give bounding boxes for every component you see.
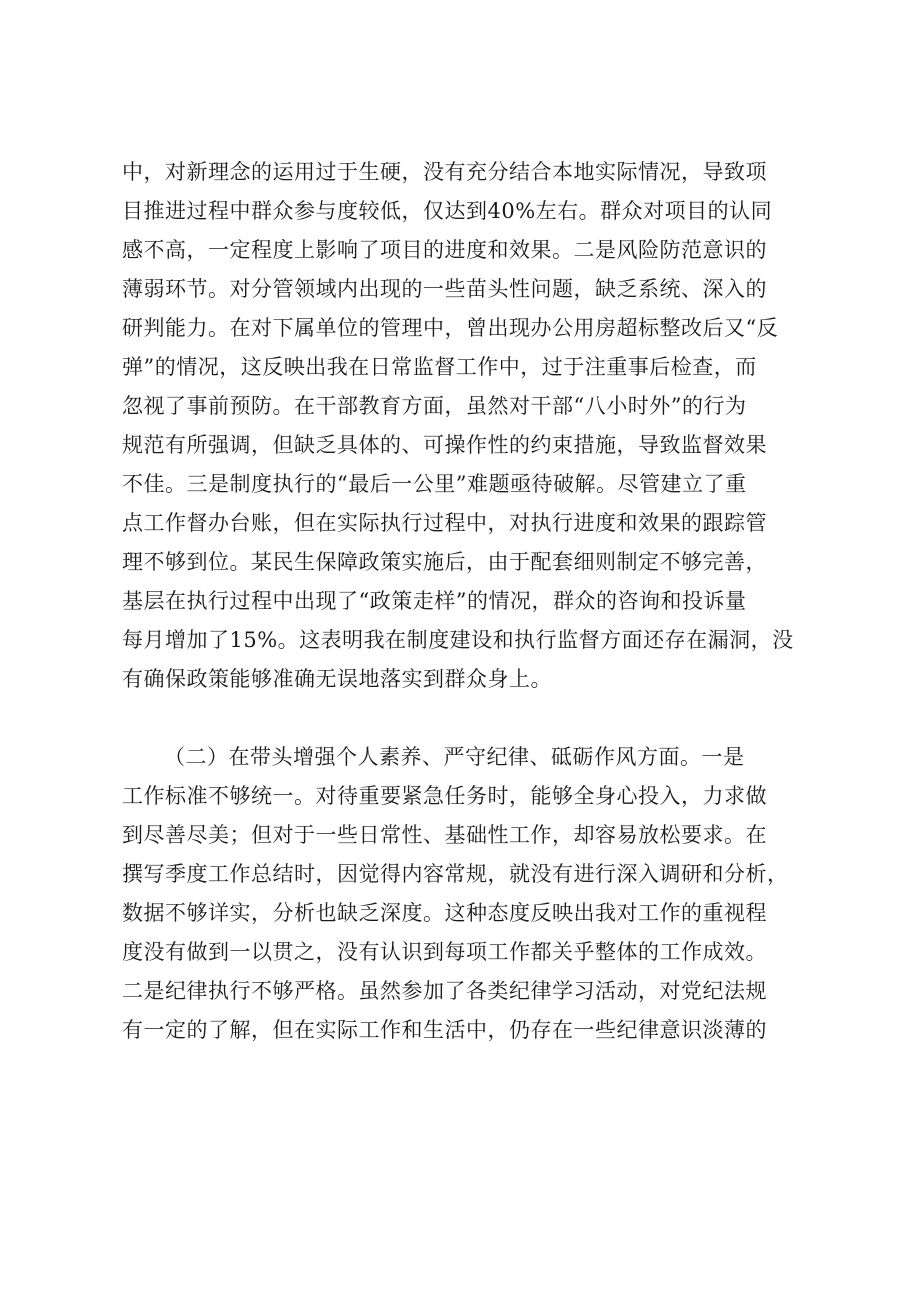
text-line: 到尽善尽美；但对于一些日常性、基础性工作，却容易放松要求。在 xyxy=(122,823,767,847)
text-line: 感不高，一定程度上影响了项目的进度和效果。二是风险防范意识的 xyxy=(122,238,767,262)
text-line: 有一定的了解，但在实际工作和生活中，仍存在一些纪律意识淡薄的 xyxy=(122,1018,767,1042)
text-line: 点工作督办台账，但在实际执行过程中，对执行进度和效果的跟踪管 xyxy=(122,511,767,535)
text-line: 不佳。三是制度执行的“最后一公里”难题亟待破解。尽管建立了重 xyxy=(122,472,747,496)
text-line: 忽视了事前预防。在干部教育方面，虽然对干部“八小时外”的行为 xyxy=(122,394,747,418)
text-line: 有确保政策能够准确无误地落实到群众身上。 xyxy=(122,667,552,691)
text-line: 工作标准不够统一。对待重要紧急任务时，能够全身心投入，力求做 xyxy=(122,784,767,808)
text-line: 基层在执行过程中出现了“政策走样”的情况，群众的咨询和投诉量 xyxy=(122,589,747,613)
text-line: 弹”的情况，这反映出我在日常监督工作中，过于注重事后检查，而 xyxy=(122,355,757,379)
paragraph-1 xyxy=(122,153,812,699)
text-line: 二是纪律执行不够严格。虽然参加了各类纪律学习活动，对党纪法规 xyxy=(122,979,767,1003)
text-line: 规范有所强调，但缺乏具体的、可操作性的约束措施，导致监督效果 xyxy=(122,433,767,457)
text-line: 理不够到位。某民生保障政策实施后，由于配套细则制定不够完善， xyxy=(122,550,767,574)
text-line: 研判能力。在对下属单位的管理中，曾出现办公用房超标整改后又“反 xyxy=(122,316,779,340)
text-line: 中，对新理念的运用过于生硬，没有充分结合本地实际情况，导致项 xyxy=(122,160,767,184)
text-line: 数据不够详实，分析也缺乏深度。这种态度反映出我对工作的重视程 xyxy=(122,901,767,925)
text-line: 撰写季度工作总结时，因觉得内容常规，就没有进行深入调研和分析， xyxy=(122,862,789,886)
paragraph-2 xyxy=(122,738,812,1050)
text-line: 目推进过程中群众参与度较低，仅达到40%左右。群众对项目的认同 xyxy=(122,199,773,223)
text-line-indented: （二）在带头增强个人素养、严守纪律、砥砺作风方面。一是 xyxy=(164,745,745,769)
text-line: 每月增加了15%。这表明我在制度建设和执行监督方面还存在漏洞，没 xyxy=(122,628,794,652)
text-line: 薄弱环节。对分管领域内出现的一些苗头性问题，缺乏系统、深入的 xyxy=(122,277,767,301)
text-line: 度没有做到一以贯之，没有认识到每项工作都关乎整体的工作成效。 xyxy=(122,940,767,964)
